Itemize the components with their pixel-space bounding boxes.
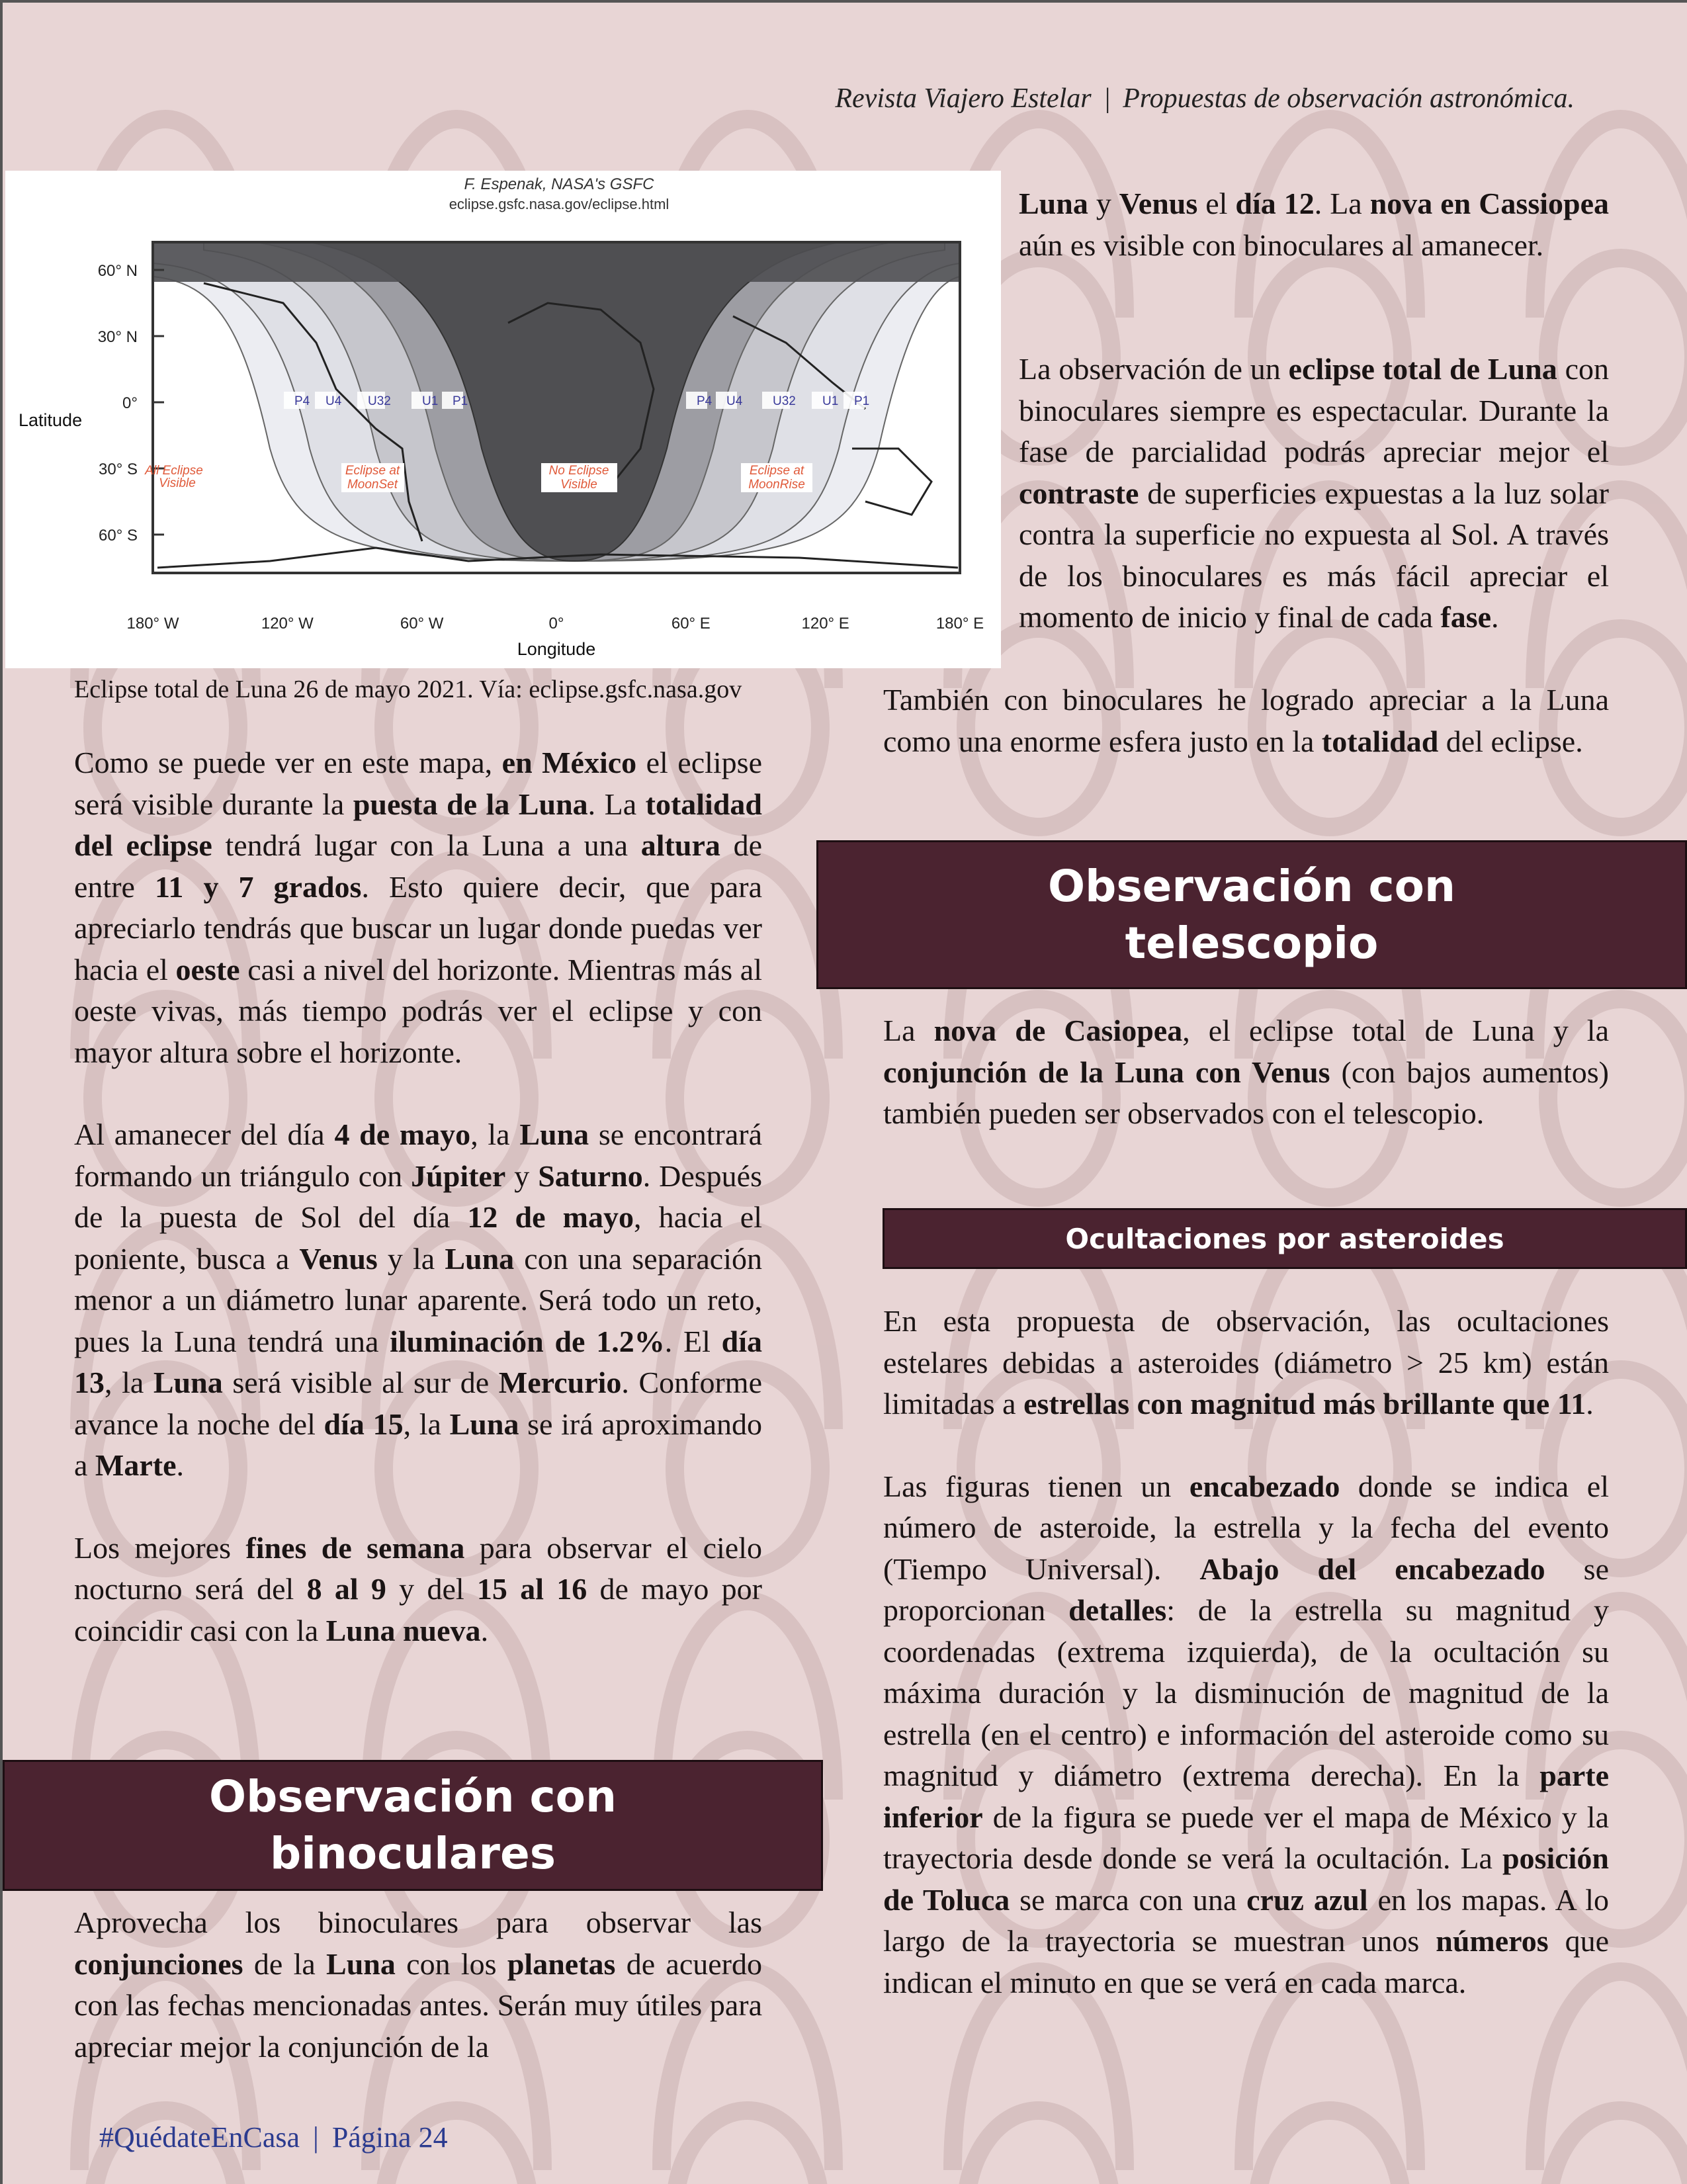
region-label-moonrise <box>741 463 812 492</box>
banner-telescope-line1: Observación con <box>1047 860 1455 912</box>
text-run: se proporcionan <box>883 1551 1609 1627</box>
magazine-title: Revista Viajero Estelar <box>835 83 1092 114</box>
text-run: en los mapas. A lo largo de la trayectoria se muestran unos <box>883 1882 1609 1958</box>
emphasis-text: iluminación de 1.2% <box>390 1324 665 1358</box>
paragraph-best-weekends <box>74 1528 762 1652</box>
longitude-tick: 60° E <box>671 615 711 633</box>
emphasis-text: cruz azul <box>1246 1882 1368 1917</box>
text-run: : de la estrella su magnitud y coordenadas (extrema izquierda), de la ocultación su máxima duración y la disminución de magnitud de la estrella (en el centro) e información del asteroide como su magnitud y diámetro (extrema derecha). En la <box>883 1593 1609 1792</box>
text-run: se irá aproximando a <box>74 1407 762 1482</box>
text-run: de acuerdo con las fechas mencionadas antes. Serán muy útiles para apreciar mejor la conjunción de la <box>74 1946 762 2064</box>
page-header <box>761 83 1575 114</box>
y-axis-label: Latitude <box>19 410 83 430</box>
latitude-tick: 0° <box>122 394 138 412</box>
paragraph-telescope-targets <box>883 1010 1609 1135</box>
emphasis-text: Abajo del encabezado <box>1199 1551 1545 1586</box>
emphasis-text: Marte <box>95 1448 177 1482</box>
latitude-tick: 60° S <box>99 527 138 545</box>
contact-label: U1 <box>822 394 839 408</box>
subsection-occultations-title: Ocultaciones por asteroides <box>1065 1222 1504 1255</box>
contact-label: P1 <box>854 394 870 408</box>
right-column-telescope <box>883 1010 1609 1135</box>
contact-label: U4 <box>726 394 743 408</box>
text-run: . La <box>1314 187 1370 220</box>
text-run: con binoculares siempre es espectacular. Durante la fase de parcialidad podrás apreciar mejor el <box>1019 352 1610 468</box>
emphasis-text: 11 y 7 grados <box>154 869 362 904</box>
text-run: el eclipse será visible durante la <box>74 746 762 821</box>
text-run: de superficies expuestas a la luz solar contra la superficie no expuesta al Sol. A través de los binoculares es más fácil apreciar el momento de inicio y final de cada <box>1019 476 1609 634</box>
text-run: y <box>1088 187 1119 220</box>
emphasis-text: Luna nueva <box>325 1613 481 1647</box>
text-run: Aprovecha los binoculares para observar las <box>74 1905 762 1939</box>
subsection-banner-occultations <box>883 1208 1687 1269</box>
emphasis-text: contraste <box>1019 476 1139 510</box>
emphasis-text: conjunciones <box>74 1946 243 1981</box>
emphasis-text: altura <box>640 828 720 862</box>
contact-label: U1 <box>422 394 439 408</box>
emphasis-text: en México <box>501 746 637 779</box>
footer-hashtag: #QuédateEnCasa <box>99 2121 300 2154</box>
emphasis-text: Luna <box>326 1946 396 1981</box>
svg-text:MoonRise: MoonRise <box>748 478 805 492</box>
emphasis-text: día 12 <box>1235 187 1315 220</box>
emphasis-text: día 13 <box>74 1324 762 1399</box>
emphasis-text: Venus <box>1119 187 1198 220</box>
region-label-no-eclipse <box>541 463 617 492</box>
text-run: . Esto quiere decir, que para apreciarlo tendrás que buscar un lugar donde puedas ver hacia el <box>74 869 762 986</box>
emphasis-text: eclipse total de Luna <box>1288 352 1557 386</box>
svg-text:Eclipse at: Eclipse at <box>749 464 804 478</box>
ornament-ring <box>1548 2111 1687 2184</box>
emphasis-text: día 15 <box>324 1407 404 1441</box>
emphasis-text: 12 de mayo <box>467 1200 634 1234</box>
text-run: se encontrará formando un triángulo con <box>74 1117 763 1193</box>
ornament-ring <box>966 2111 1111 2184</box>
text-run: , el eclipse total de Luna y la <box>1182 1014 1609 1047</box>
emphasis-text: 8 al 9 <box>306 1572 386 1606</box>
text-run: con una separación menor a un diámetro lunar aparente. Será todo un reto, pues la Luna tendrá una <box>74 1241 762 1358</box>
paragraph-occultation-limits <box>883 1301 1609 1425</box>
contact-label: P4 <box>697 394 713 408</box>
emphasis-text: Luna <box>449 1407 519 1441</box>
banner-binoculars-line1: Observación con <box>208 1771 617 1822</box>
map-plot-area <box>153 242 960 573</box>
right-column-occultations <box>883 1301 1609 2003</box>
emphasis-text: Luna <box>1019 187 1088 220</box>
longitude-tick-labels <box>127 615 984 633</box>
ornament-ring <box>1257 2111 1403 2184</box>
emphasis-text: nova en Cassiopea <box>1369 187 1610 220</box>
text-run: . <box>1586 1387 1594 1420</box>
paragraph-eclipse-totality <box>883 679 1609 762</box>
emphasis-text: detalles <box>1068 1593 1167 1627</box>
figure-caption: Eclipse total de Luna 26 de mayo 2021. Vía: eclipse.gsfc.nasa.gov <box>74 676 742 703</box>
text-run: También con binoculares he logrado apreciar a la Luna como una enorme esfera justo en la <box>883 683 1609 758</box>
text-run: La observación de un <box>1019 352 1289 386</box>
text-run: , la <box>105 1366 153 1399</box>
contact-label: U4 <box>325 394 342 408</box>
contact-label: U32 <box>773 394 796 408</box>
text-run: casi a nivel del horizonte. Mientras más al oeste vivas, más tiempo podrás ver el eclipse y con mayor altura sobre el horizonte. <box>74 952 762 1069</box>
text-run: de la <box>243 1946 327 1981</box>
emphasis-text: parte inferior <box>883 1759 1609 1834</box>
text-run: . <box>1491 600 1499 634</box>
text-run: será visible al sur de <box>222 1366 499 1399</box>
emphasis-text: estrellas con magnitud más brillante que 11 <box>1023 1387 1586 1420</box>
right-column-eclipse-binoculars-cont <box>883 679 1609 762</box>
latitude-tick: 30° S <box>99 460 138 478</box>
text-run: tendrá lugar con la Luna a una <box>212 828 641 862</box>
text-run: se marca con una <box>1010 1882 1247 1917</box>
emphasis-text: 4 de mayo <box>334 1117 471 1151</box>
text-run: de entre <box>74 828 763 904</box>
text-run: Como se puede ver en este mapa, <box>74 746 502 779</box>
emphasis-text: totalidad del eclipse <box>74 787 763 862</box>
text-run: . <box>480 1613 489 1647</box>
x-axis-label: Longitude <box>517 639 596 659</box>
text-run: aún es visible con binoculares al amanecer. <box>1019 228 1544 262</box>
longitude-tick: 60° W <box>400 615 444 633</box>
svg-text:Visible: Visible <box>560 478 597 492</box>
text-run: donde se indica el número de asteroide, la estrella y la fecha del evento (Tiempo Universal). <box>883 1469 1610 1586</box>
text-run: para observar el cielo nocturno será del <box>74 1530 762 1606</box>
emphasis-text: fase <box>1440 600 1492 634</box>
text-run: Las figuras tienen un <box>883 1469 1190 1503</box>
emphasis-text: oeste <box>175 952 240 986</box>
paragraph-binoculars-intro <box>74 1902 762 2068</box>
emphasis-text: Luna <box>519 1117 589 1151</box>
paragraph-eclipse-mexico <box>74 742 762 1073</box>
svg-text:MoonSet: MoonSet <box>347 478 398 492</box>
emphasis-text: conjunción de la Luna con Venus <box>883 1055 1330 1089</box>
longitude-tick: 0° <box>548 615 564 633</box>
longitude-tick: 120° W <box>261 615 314 633</box>
text-run: , hacia el poniente, busca a <box>74 1200 762 1276</box>
text-run: (con bajos aumentos) también pueden ser observados con el telescopio. <box>883 1055 1609 1130</box>
region-label-moonset <box>341 463 404 492</box>
emphasis-text: nova de Casiopea <box>933 1014 1183 1047</box>
left-column-top <box>74 742 762 1651</box>
page-footer <box>99 2120 448 2154</box>
right-column-eclipse-binoculars <box>1019 349 1609 638</box>
emphasis-text: Mercurio <box>498 1366 622 1399</box>
section-banner-binoculars <box>3 1760 823 1891</box>
emphasis-text: posición de Toluca <box>883 1841 1609 1917</box>
text-run: , la <box>403 1407 450 1441</box>
longitude-tick: 180° E <box>935 615 984 633</box>
text-run: . Conforme avance la noche del <box>74 1366 763 1441</box>
latitude-tick: 60° N <box>97 262 138 280</box>
svg-text:Visible: Visible <box>159 476 196 490</box>
text-run: de mayo por coincidir casi con la <box>74 1572 762 1647</box>
emphasis-text: Venus <box>299 1241 378 1276</box>
paragraph-venus-nova <box>1019 183 1609 266</box>
text-run: y la <box>377 1241 445 1276</box>
header-separator: | <box>1103 83 1111 114</box>
page-number: Página 24 <box>331 2121 448 2154</box>
text-run: de la figura se puede ver el mapa de México y la trayectoria desde donde se verá la ocultación. La <box>883 1800 1609 1875</box>
text-run: y <box>505 1158 539 1193</box>
text-run: Los mejores <box>74 1530 246 1565</box>
text-run: . Después de la puesta de Sol del día <box>74 1158 763 1234</box>
emphasis-text: fines de semana <box>245 1530 465 1565</box>
text-run: del eclipse. <box>1438 724 1583 758</box>
text-run: con los <box>395 1946 507 1981</box>
text-run: el <box>1197 187 1236 220</box>
emphasis-text: totalidad <box>1321 724 1439 758</box>
paragraph-figure-explanation <box>883 1466 1609 2004</box>
emphasis-text: Luna <box>153 1366 223 1399</box>
text-run: . El <box>664 1324 722 1358</box>
text-run: En esta propuesta de observación, las ocultaciones estelares debidas a asteroides (diámetro > 25 km) están limitadas a <box>883 1304 1609 1420</box>
longitude-tick: 180° W <box>126 615 179 633</box>
paragraph-eclipse-binoculars <box>1019 349 1609 638</box>
emphasis-text: Luna <box>445 1241 515 1276</box>
text-run: que indican el minuto en que se verá en cada marca. <box>883 1924 1609 1999</box>
section-banner-telescope <box>816 840 1687 989</box>
emphasis-text: Saturno <box>538 1158 643 1193</box>
banner-telescope-line2: telescopio <box>1125 917 1379 969</box>
emphasis-text: encabezado <box>1189 1469 1340 1503</box>
svg-text:All Eclipse: All Eclipse <box>145 464 203 478</box>
right-column-top <box>1019 183 1609 266</box>
section-title: Propuestas de observación astronómica. <box>1123 83 1575 114</box>
map-credit-line2: eclipse.gsfc.nasa.gov/eclipse.html <box>449 196 670 212</box>
text-run: , la <box>470 1117 520 1151</box>
contact-label: U32 <box>368 394 391 408</box>
paragraph-conjunctions <box>74 1114 762 1487</box>
left-column-bottom <box>74 1902 762 2068</box>
text-run: . La <box>587 787 646 821</box>
emphasis-text: planetas <box>507 1946 616 1981</box>
text-run: Al amanecer del día <box>74 1117 335 1151</box>
contact-label: P4 <box>294 394 310 408</box>
latitude-tick: 30° N <box>97 328 138 346</box>
banner-binoculars-line2: binoculares <box>269 1828 556 1879</box>
contact-label: P1 <box>453 394 468 408</box>
longitude-tick: 120° E <box>801 615 849 633</box>
footer-separator: | <box>313 2121 319 2154</box>
emphasis-text: 15 al 16 <box>476 1572 587 1606</box>
svg-text:No Eclipse: No Eclipse <box>548 464 609 478</box>
eclipse-visibility-map <box>5 171 1001 668</box>
emphasis-text: Júpiter <box>411 1158 506 1193</box>
map-credit-line1: F. Espenak, NASA's GSFC <box>464 175 654 193</box>
emphasis-text: números <box>1436 1924 1549 1958</box>
text-run: . <box>176 1448 184 1482</box>
text-run: La <box>883 1014 934 1047</box>
text-run: y del <box>386 1572 477 1606</box>
emphasis-text: puesta de la Luna <box>353 787 588 821</box>
svg-text:Eclipse at: Eclipse at <box>345 464 400 478</box>
ornament-ring <box>675 2111 820 2184</box>
